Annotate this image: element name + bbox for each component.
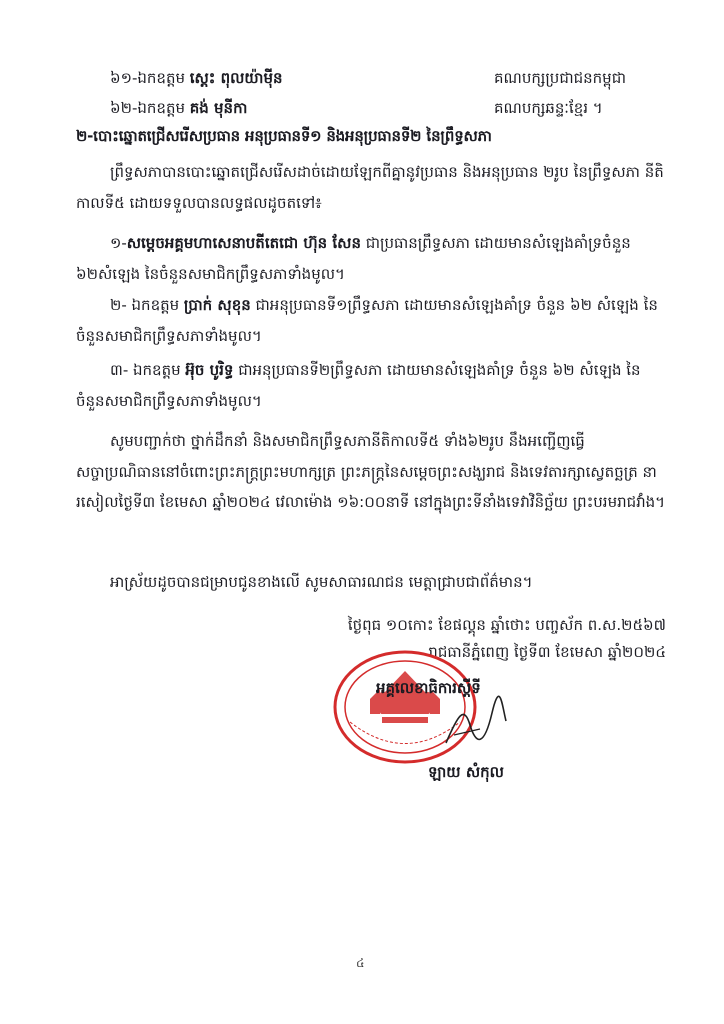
- member-party: គណបក្សឆន្ទៈខ្មែរ ។: [494, 99, 603, 117]
- oath-paragraph: សូមបញ្ជាក់ថា ថ្នាក់ដឹកនាំ និងសមាជិកព្រឹទ្ធសភានីតិកាលទី៥ ទាំង៦២រូប នឹងអញ្ជើញធ្វើសច្ចាប្រណិធាននៅចំពោះព្រះភក្ត្រព្រះមហាក្សត្រ ព្រះភក្ត្រនៃសម្តេចព្រះសង្ឃរាជ និងទេវតារក្សាស្វេតច្ឆត្រ នារសៀលថ្ងៃទី៣ ខែមេសា ឆ្នាំ២០២៤ វេលាម៉ោង ១៦:០០នាទី នៅក្នុងព្រះទីនាំងទេវាវិនិច្ឆ័យ ព្រះបរមរាជវាំង។: [76, 432, 666, 511]
- member-party: គណបក្សប្រជាជនកម្ពុជា: [494, 69, 626, 87]
- member-name: ស្តេះ ពុលយ៉ាម៉ីន: [189, 69, 283, 87]
- closing-paragraph: អាស្រ័យដូចបានជម្រាបជូនខាងលើ សូមសាធារណជន មេត្តាជ្រាបជាព័ត៌មាន។: [110, 573, 533, 591]
- result-prefix: ១-: [110, 234, 127, 252]
- result-paragraph: [76, 290, 666, 351]
- signer-name: ឡាយ សំកុល: [428, 763, 504, 781]
- result-prefix: ២- ឯកឧត្តម: [110, 296, 184, 314]
- intro-paragraph: ព្រឹទ្ធសភាបានបោះឆ្នោតជ្រើសរើសដាច់ដោយឡែកពីគ្នានូវប្រធាន និងអនុប្រធាន ២រូប នៃព្រឹទ្ធសភា នីតិកាលទី៥ ដោយទទួលបានលទ្ធផលដូចតទៅ៖: [76, 163, 664, 212]
- result-prefix: ៣- ឯកឧត្តម: [110, 361, 186, 379]
- signature-icon: [440, 695, 510, 755]
- signer-title: អគ្គលេខាធិការស្តីទី: [376, 679, 481, 697]
- member-line: [110, 67, 283, 89]
- member-prefix: ៦២-ឯកឧត្តម: [110, 99, 190, 117]
- member-name: គង់ មុនីកា: [189, 99, 248, 117]
- result-paragraph: [76, 355, 666, 416]
- result-text: ជាប្រធានព្រឹទ្ធសភា ដោយមានសំឡេងគាំទ្រចំនួន ៦២សំឡេង នៃចំនួនសមាជិកព្រឹទ្ធសភាទាំងមូល។: [76, 234, 631, 283]
- result-name: សម្តេចអគ្គមហាសេនាបតីតេជោ ហ៊ុន សែន: [126, 234, 361, 252]
- member-prefix: ៦១-ឯកឧត្តម: [110, 69, 190, 87]
- date-lunar: ថ្ងៃពុធ ១០កោះ ខែផល្គុន ឆ្នាំថោះ បញ្ចស័ក ព.ស.២៥៦៧: [347, 616, 666, 634]
- result-paragraph: [76, 228, 666, 289]
- date-solar: រាជធានីភ្នំពេញ ថ្ងៃទី៣ ខែមេសា ឆ្នាំ២០២៤: [428, 643, 666, 661]
- result-name: អ៊ុច បូរិទ្ធ: [185, 361, 234, 379]
- result-name: ប្រាក់ សុខុន: [183, 296, 251, 314]
- member-line: [110, 97, 247, 119]
- result-text: ជាអនុប្រធានទី២ព្រឹទ្ធសភា ដោយមានសំឡេងគាំទ្រ ចំនួន ៦២ សំឡេង នៃចំនួនសមាជិកព្រឹទ្ធសភាទាំងមូល។: [76, 361, 641, 410]
- result-text: ជាអនុប្រធានទី១ព្រឹទ្ធសភា ដោយមានសំឡេងគាំទ្រ ចំនួន ៦២ សំឡេង នៃចំនួនសមាជិកព្រឹទ្ធសភាទាំងមូល។: [76, 296, 658, 345]
- section-heading: ២-បោះឆ្នោតជ្រើសរើសប្រធាន អនុប្រធានទី១ និងអនុប្រធានទី២ នៃព្រឹទ្ធសភា: [76, 127, 492, 145]
- page-number: ៤: [356, 956, 365, 970]
